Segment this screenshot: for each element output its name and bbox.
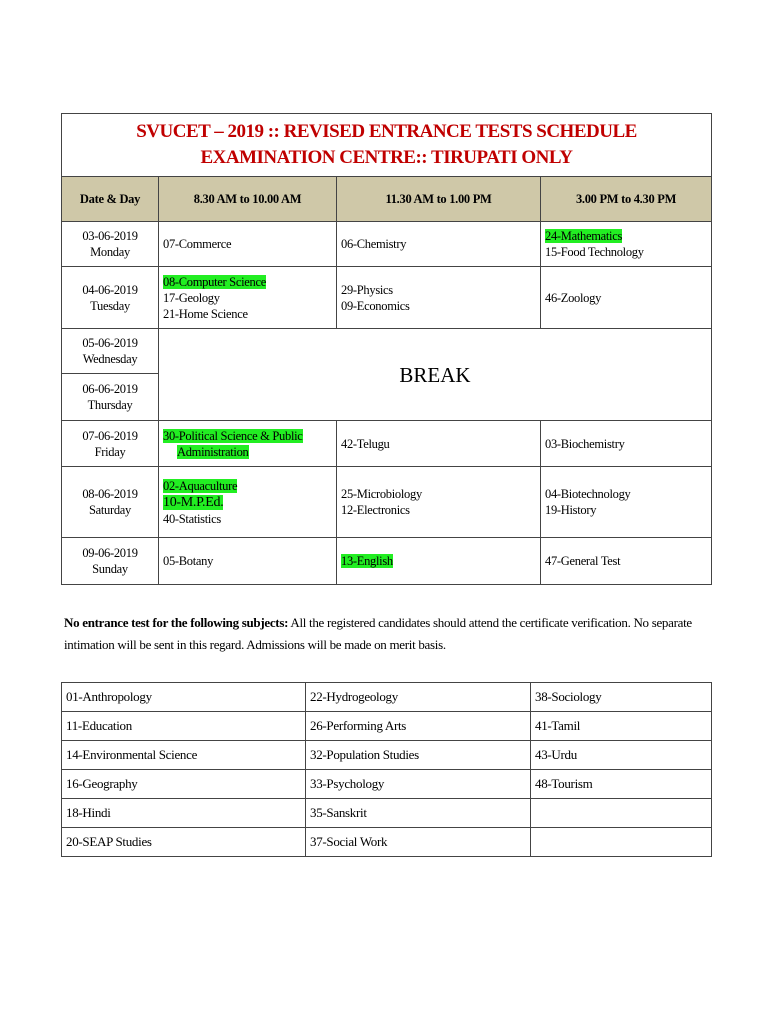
subject-cell: 35-Sanskrit bbox=[306, 799, 531, 828]
title-line-2: EXAMINATION CENTRE:: TIRUPATI ONLY bbox=[200, 147, 573, 168]
slot-cell: 46-Zoology bbox=[541, 267, 712, 329]
break-cell: BREAK bbox=[159, 329, 712, 421]
slot-cell: 08-Computer Science 17-Geology 21-Home Science bbox=[159, 267, 337, 329]
subject-cell: 43-Urdu bbox=[531, 741, 712, 770]
slot-cell: 06-Chemistry bbox=[337, 222, 541, 267]
table-row bbox=[62, 538, 712, 585]
date-cell: 09-06-2019 Sunday bbox=[62, 538, 159, 585]
table-row bbox=[62, 329, 712, 374]
subject-cell: 41-Tamil bbox=[531, 712, 712, 741]
subject-cell: 01-Anthropology bbox=[62, 683, 306, 712]
subjects-table bbox=[61, 682, 712, 857]
subject-cell: 18-Hindi bbox=[62, 799, 306, 828]
table-row bbox=[62, 683, 712, 712]
slot-cell: 30-Political Science & Public Administration bbox=[159, 421, 337, 467]
date-cell: 08-06-2019 Saturday bbox=[62, 467, 159, 538]
table-row bbox=[62, 267, 712, 329]
table-row bbox=[62, 828, 712, 857]
subject-cell bbox=[531, 828, 712, 857]
schedule-table bbox=[61, 113, 712, 585]
note-heading: No entrance test for the following subjects: bbox=[64, 615, 289, 630]
subject-cell: 38-Sociology bbox=[531, 683, 712, 712]
header-row bbox=[62, 177, 712, 222]
subject-cell: 33-Psychology bbox=[306, 770, 531, 799]
schedule-title bbox=[62, 114, 712, 177]
slot-cell: 02-Aquaculture 10-M.P.Ed. 40-Statistics bbox=[159, 467, 337, 538]
no-test-note bbox=[64, 612, 712, 656]
table-row bbox=[62, 799, 712, 828]
date-cell: 05-06-2019 Wednesday bbox=[62, 329, 159, 374]
slot-cell: 42-Telugu bbox=[337, 421, 541, 467]
slot-cell: 25-Microbiology 12-Electronics bbox=[337, 467, 541, 538]
date-cell: 06-06-2019 Thursday bbox=[62, 374, 159, 421]
slot-cell: 04-Biotechnology 19-History bbox=[541, 467, 712, 538]
subject-cell: 14-Environmental Science bbox=[62, 741, 306, 770]
table-row bbox=[62, 712, 712, 741]
slot-cell: 47-General Test bbox=[541, 538, 712, 585]
table-row bbox=[62, 222, 712, 267]
subject-cell: 32-Population Studies bbox=[306, 741, 531, 770]
subject-cell: 22-Hydrogeology bbox=[306, 683, 531, 712]
header-slot-2: 11.30 AM to 1.00 PM bbox=[337, 177, 541, 222]
header-date: Date & Day bbox=[62, 177, 159, 222]
slot-cell: 24-Mathematics 15-Food Technology bbox=[541, 222, 712, 267]
subject-cell: 37-Social Work bbox=[306, 828, 531, 857]
subject-cell: 16-Geography bbox=[62, 770, 306, 799]
subject-cell: 48-Tourism bbox=[531, 770, 712, 799]
date-cell: 03-06-2019 Monday bbox=[62, 222, 159, 267]
subject-cell: 11-Education bbox=[62, 712, 306, 741]
slot-cell: 03-Biochemistry bbox=[541, 421, 712, 467]
subject-cell: 26-Performing Arts bbox=[306, 712, 531, 741]
subject-cell bbox=[531, 799, 712, 828]
title-line-1: SVUCET – 2019 :: REVISED ENTRANCE TESTS SCHEDULE bbox=[136, 121, 637, 142]
table-row bbox=[62, 467, 712, 538]
note-text: All the registered candidates should attend the certificate verification. No separate intimation will be sent in this regard. Admissions will be made on merit basis. bbox=[64, 615, 692, 652]
table-row bbox=[62, 770, 712, 799]
date-cell: 07-06-2019 Friday bbox=[62, 421, 159, 467]
slot-cell: 05-Botany bbox=[159, 538, 337, 585]
table-row bbox=[62, 421, 712, 467]
header-slot-3: 3.00 PM to 4.30 PM bbox=[541, 177, 712, 222]
date-cell: 04-06-2019 Tuesday bbox=[62, 267, 159, 329]
slot-cell: 07-Commerce bbox=[159, 222, 337, 267]
slot-cell: 13-English bbox=[337, 538, 541, 585]
slot-cell: 29-Physics 09-Economics bbox=[337, 267, 541, 329]
subject-cell: 20-SEAP Studies bbox=[62, 828, 306, 857]
header-slot-1: 8.30 AM to 10.00 AM bbox=[159, 177, 337, 222]
table-row bbox=[62, 741, 712, 770]
